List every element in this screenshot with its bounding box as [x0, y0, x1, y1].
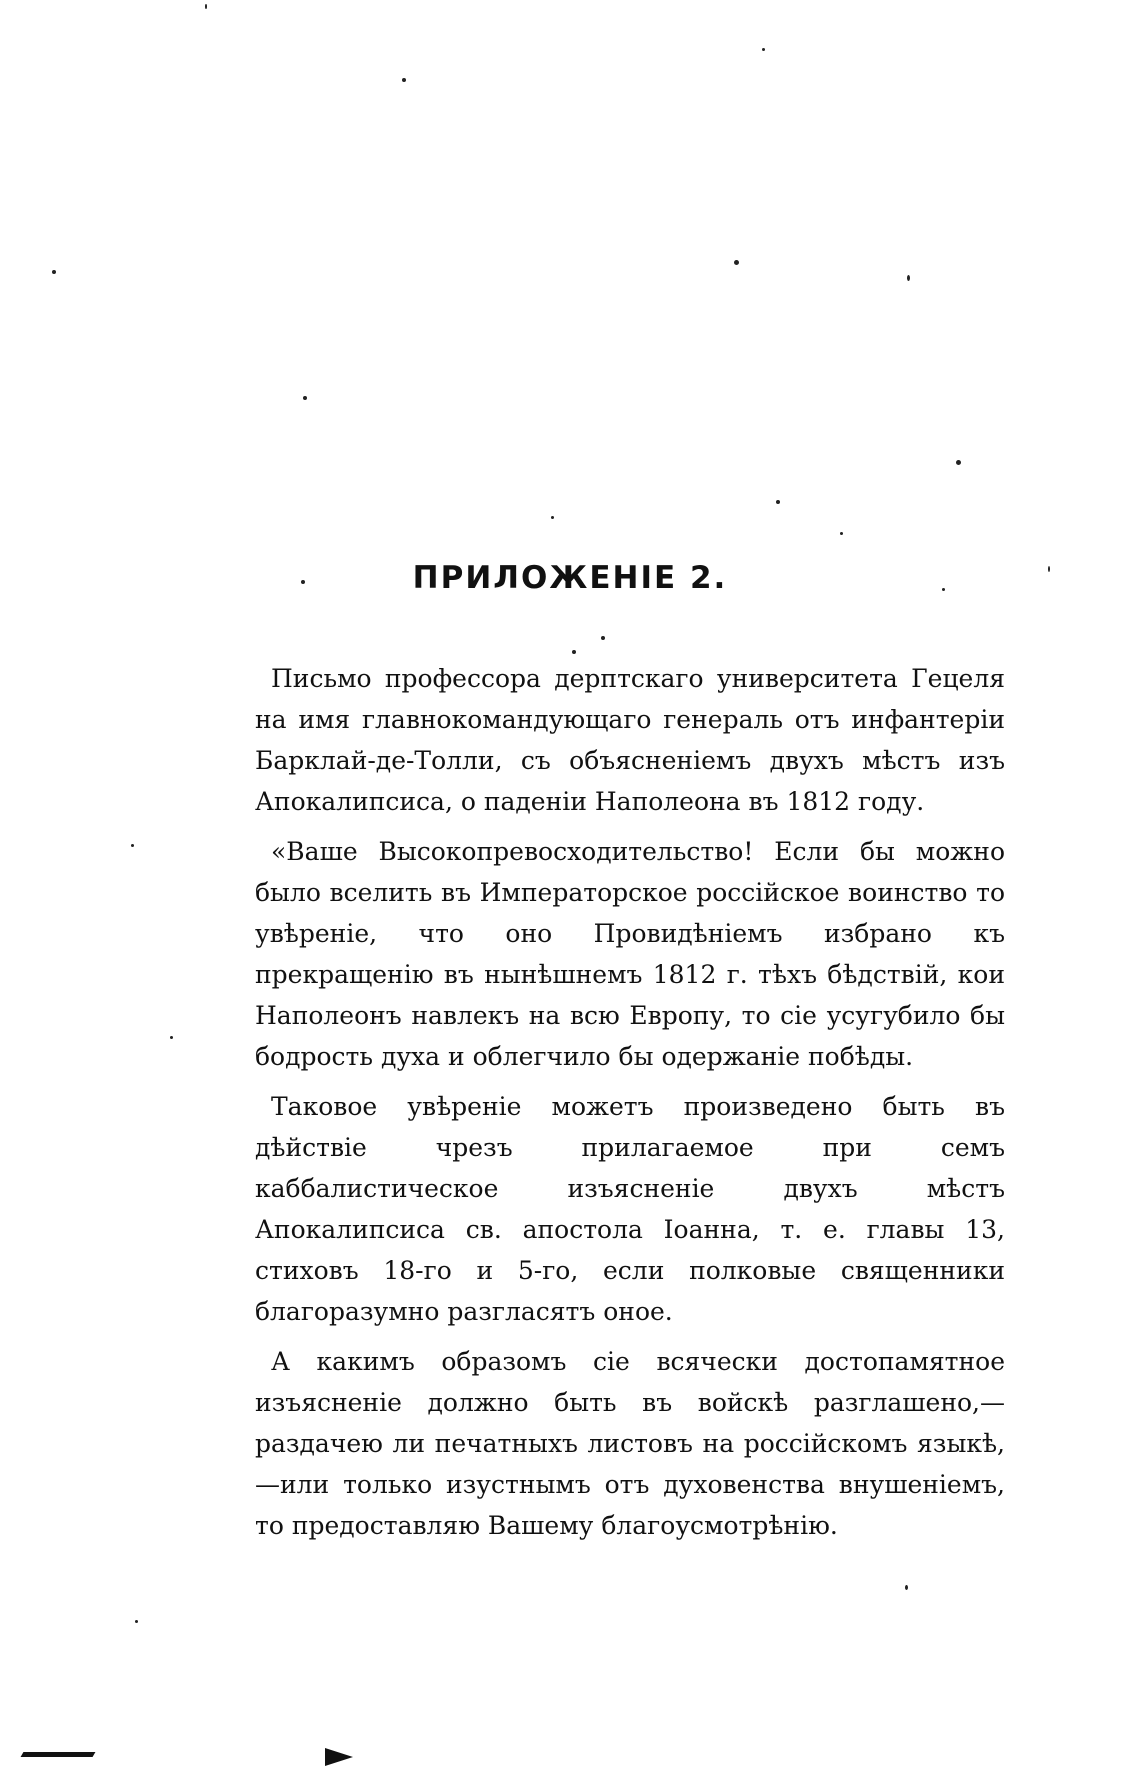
- scan-speck: [734, 260, 739, 265]
- scan-speck: [131, 844, 134, 847]
- scan-speck: [170, 1036, 173, 1039]
- scan-artifact-left: [21, 1752, 96, 1757]
- scan-speck: [301, 580, 305, 584]
- scan-speck: [572, 650, 576, 654]
- scan-speck: [601, 636, 605, 640]
- scan-speck: [942, 588, 945, 591]
- paragraph-letter-opening: «Ваше Высокопревосходительство! Если бы можно было вселить въ Императорское россійское воинство то увѣреніе, что оно Провидѣніемъ избрано къ прекращенію въ нынѣшнемъ 1812 г. тѣхъ бѣдствій, кои Наполеонъ навлекъ на всю Европу, то сіе усугубило бы бодрость духа и облегчило бы одержаніе побѣды.: [255, 837, 1005, 1071]
- paragraph-intro: Письмо профессора дерптскаго университета Гецеля на имя главнокомандующаго генераль отъ инфантеріи Барклай-де-Толли, съ объясненіемъ двухъ мѣстъ изъ Апокалипсиса, о паденіи Наполеона въ 1812 году.: [255, 664, 1005, 816]
- scan-speck: [907, 275, 910, 281]
- scan-speck: [905, 1585, 908, 1590]
- scan-speck: [205, 4, 207, 9]
- scan-speck: [956, 460, 961, 465]
- scan-speck: [551, 516, 554, 519]
- scan-speck: [840, 532, 843, 535]
- scan-speck: [135, 1620, 138, 1623]
- paragraph-explanation: Таковое увѣреніе можетъ произведено быть въ дѣйствіе чрезъ прилагаемое при семъ каббалистическое изъясненіе двухъ мѣстъ Апокалипсиса св. апостола Іоанна, т. е. главы 13, стиховъ 18-го и 5-го, если полковые священники благоразумно разгласятъ оное.: [255, 1092, 1005, 1326]
- scan-speck: [762, 48, 765, 51]
- scan-speck: [402, 78, 406, 82]
- scan-speck: [1048, 566, 1050, 572]
- scan-speck: [303, 396, 307, 400]
- paragraph-dissemination: А какимъ образомъ сіе всячески достопамятное изъясненіе должно быть въ войскѣ разглашено,—раздачею ли печатныхъ листовъ на россійскомъ языкѣ,—или только изустнымъ отъ духовенства внушеніемъ, то предоставляю Вашему благоусмотрѣнію.: [255, 1347, 1005, 1540]
- scan-speck: [776, 500, 780, 504]
- scan-speck: [52, 270, 56, 274]
- page-heading: ПРИЛОЖЕНІЕ 2.: [412, 560, 728, 596]
- body-text: [255, 658, 1005, 1555]
- scan-artifact-center: [325, 1748, 353, 1766]
